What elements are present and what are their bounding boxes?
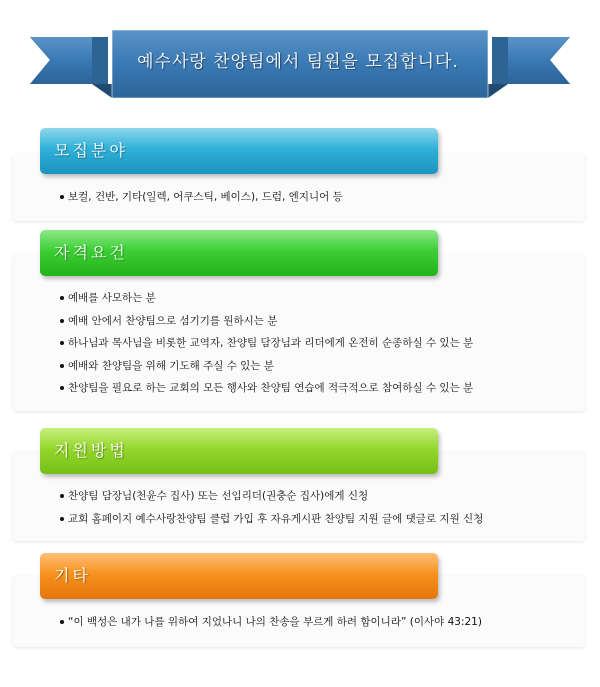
list-item: 하나님과 목사님을 비롯한 교역자, 찬양팀 담장님과 리더에게 온전히 순종하실 수 있는 분 — [60, 332, 473, 355]
list-item: 예배를 사모하는 분 — [60, 287, 473, 310]
item-list — [60, 485, 483, 530]
banner-title: 예수사랑 찬양팀에서 팀원을 모집합니다. — [137, 52, 459, 72]
list-item: 찬양팀 담장님(천윤수 집사) 또는 선임리더(권충순 집사)에게 신청 — [60, 485, 483, 508]
list-item: 예배와 찬양팀을 위해 기도해 주실 수 있는 분 — [60, 355, 473, 378]
item-list — [60, 186, 343, 209]
section-tab-recruit-fields: 모집분야 — [40, 128, 438, 174]
section-tab-other: 기타 — [40, 553, 438, 599]
list-item: 보컬, 건반, 기타(일렉, 어쿠스틱, 베이스), 드럼, 엔지니어 등 — [60, 186, 343, 209]
item-list — [60, 287, 473, 400]
list-item: 교회 홈페이지 예수사랑찬양팀 클럽 가입 후 자유게시판 찬양팀 지원 글에 댓글로 지원 신청 — [60, 508, 483, 531]
section-tab-qualifications: 자격요건 — [40, 230, 438, 276]
section-tab-how-to-apply: 지원방법 — [40, 428, 438, 474]
item-list — [60, 611, 482, 634]
list-item: “이 백성은 내가 나를 위하여 지었나니 나의 찬송을 부르게 하려 함이니라” (이사야 43:21) — [60, 611, 482, 634]
list-item: 예배 안에서 찬양팀으로 섬기기를 원하시는 분 — [60, 310, 473, 333]
list-item: 찬양팀을 필요로 하는 교회의 모든 행사와 찬양팀 연습에 적극적으로 참여하실 수 있는 분 — [60, 377, 473, 400]
